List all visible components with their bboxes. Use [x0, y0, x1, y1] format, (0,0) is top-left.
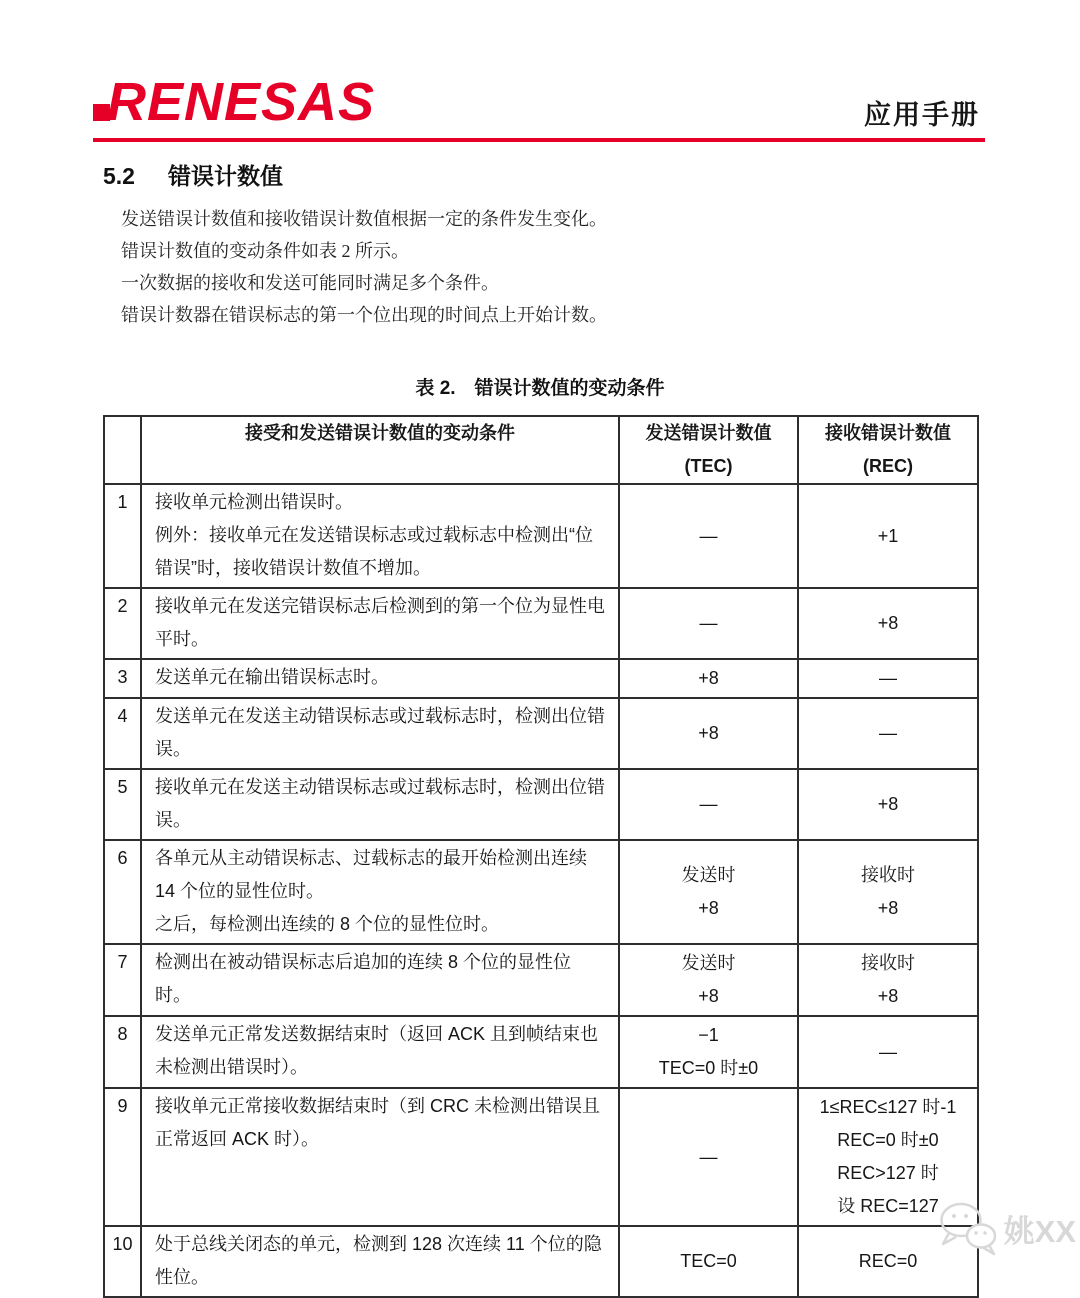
table-row	[104, 484, 978, 588]
svg-text:RENESAS: RENESAS	[107, 72, 376, 132]
paragraph: 错误计数值的变动条件如表 2 所示。	[121, 241, 409, 261]
condition-cell: 接收单元检测出错误时。 例外：接收单元在发送错误标志或过载标志中检测出“位错误”时，接收错误计数值不增加。	[141, 484, 619, 588]
table-row	[104, 1088, 978, 1226]
section-number: 5.2	[103, 163, 135, 189]
rec-cell: 接收时 +8	[798, 944, 978, 1016]
condition-cell: 检测出在被动错误标志后追加的连续 8 个位的显性位时。	[141, 944, 619, 1016]
renesas-logo	[93, 68, 393, 134]
condition-cell: 处于总线关闭态的单元，检测到 128 次连续 11 个位的隐性位。	[141, 1226, 619, 1297]
condition-cell: 发送单元正常发送数据结束时（返回 ACK 且到帧结束也未检测出错误时）。	[141, 1016, 619, 1088]
row-number: 7	[104, 944, 141, 1016]
table-row	[104, 1226, 978, 1297]
tec-cell: —	[619, 484, 798, 588]
header-condition-column: 接受和发送错误计数值的变动条件	[141, 416, 619, 484]
tec-cell: 发送时 +8	[619, 944, 798, 1016]
rec-cell: +1	[798, 484, 978, 588]
condition-cell: 接收单元在发送主动错误标志或过载标志时，检测出位错误。	[141, 769, 619, 840]
doc-type-label: 应用手册	[864, 100, 980, 130]
header-tec-column: 发送错误计数值 (TEC)	[619, 416, 798, 484]
rec-cell: —	[798, 698, 978, 769]
paragraph: 发送错误计数值和接收错误计数值根据一定的条件发生变化。	[121, 209, 607, 229]
rec-cell: +8	[798, 588, 978, 659]
tec-cell: —	[619, 1088, 798, 1226]
rec-cell: 接收时 +8	[798, 840, 978, 944]
tec-cell: +8	[619, 659, 798, 698]
section-heading	[103, 158, 1080, 191]
table-row	[104, 944, 978, 1016]
table-row	[104, 698, 978, 769]
table-row	[104, 659, 978, 698]
tec-cell: 发送时 +8	[619, 840, 798, 944]
condition-cell: 发送单元在输出错误标志时。	[141, 659, 619, 698]
table-row	[104, 840, 978, 944]
row-number: 1	[104, 484, 141, 588]
row-number: 2	[104, 588, 141, 659]
row-number: 6	[104, 840, 141, 944]
wechat-icon	[936, 1199, 1000, 1257]
table-title: 表 2. 错误计数值的变动条件	[415, 378, 665, 399]
section-title: 错误计数值	[168, 163, 283, 189]
tec-cell: TEC=0	[619, 1226, 798, 1297]
tec-cell: +8	[619, 698, 798, 769]
row-number: 5	[104, 769, 141, 840]
page-header	[0, 0, 1080, 134]
watermark-label: 姚XX	[1003, 1213, 1076, 1249]
row-number: 8	[104, 1016, 141, 1088]
paragraph: 错误计数器在错误标志的第一个位出现的时间点上开始计数。	[121, 305, 607, 325]
header-divider	[93, 138, 985, 142]
table-header-row	[104, 416, 978, 484]
table-row	[104, 588, 978, 659]
tec-cell: −1 TEC=0 时±0	[619, 1016, 798, 1088]
row-number: 9	[104, 1088, 141, 1226]
table-row	[104, 1016, 978, 1088]
rec-cell: 1≤REC≤127 时-1 REC=0 时±0 REC>127 时 设 REC=127	[798, 1088, 978, 1226]
rec-cell: —	[798, 1016, 978, 1088]
rec-cell: +8	[798, 769, 978, 840]
rec-cell: —	[798, 659, 978, 698]
tec-cell: —	[619, 588, 798, 659]
condition-cell: 各单元从主动错误标志、过载标志的最开始检测出连续 14 个位的显性位时。 之后，每检测出连续的 8 个位的显性位时。	[141, 840, 619, 944]
row-number: 10	[104, 1226, 141, 1297]
row-number: 3	[104, 659, 141, 698]
table-row	[104, 769, 978, 840]
header-rec-column: 接收错误计数值 (REC)	[798, 416, 978, 484]
paragraph: 一次数据的接收和发送可能同时满足多个条件。	[121, 273, 499, 293]
condition-cell: 接收单元在发送完错误标志后检测到的第一个位为显性电平时。	[141, 588, 619, 659]
row-number: 4	[104, 698, 141, 769]
tec-cell: —	[619, 769, 798, 840]
rec-cell: REC=0	[798, 1226, 978, 1297]
condition-cell: 发送单元在发送主动错误标志或过载标志时，检测出位错误。	[141, 698, 619, 769]
body-paragraphs	[121, 203, 1080, 331]
condition-cell: 接收单元正常接收数据结束时（到 CRC 未检测出错误且正常返回 ACK 时）。	[141, 1088, 619, 1226]
header-number-column	[104, 416, 141, 484]
watermark	[936, 1199, 1076, 1257]
error-count-table	[103, 415, 979, 1298]
